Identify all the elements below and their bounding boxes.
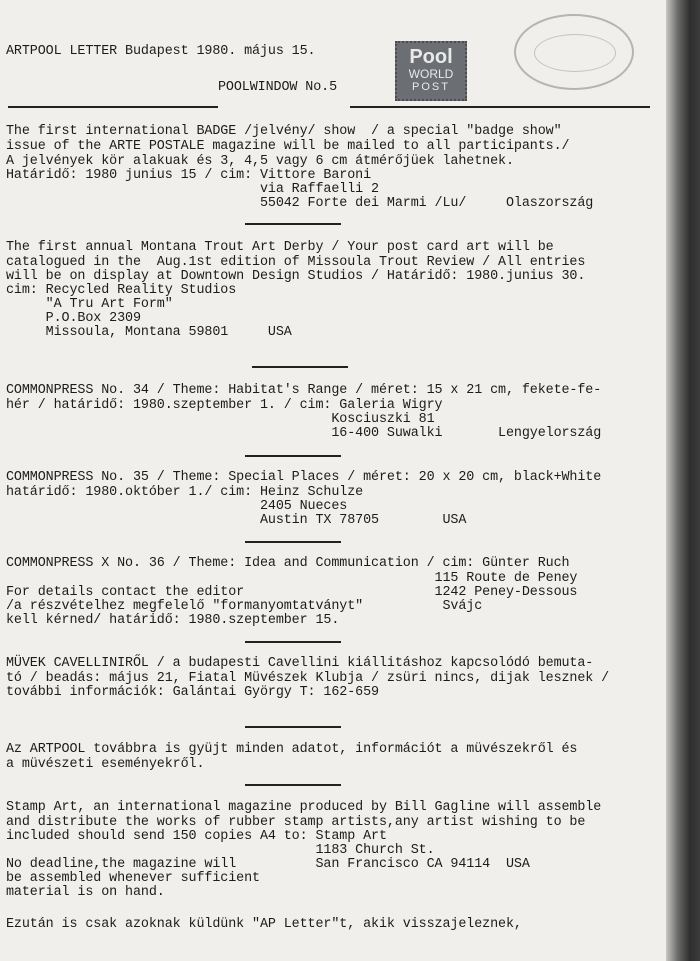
text-line: 115 Route de Peney <box>6 571 578 586</box>
text-line: The first international BADGE /jelvény/ show / a special "badge show" <box>6 124 562 139</box>
text-line: Austin TX 78705 USA <box>6 513 467 528</box>
letter-title: ARTPOOL LETTER Budapest 1980. május 15. <box>6 44 316 59</box>
text-line: For details contact the editor 1242 Peney-Dessous <box>6 585 578 600</box>
text-line: kell kérned/ határidő: 1980.szeptember 15. <box>6 613 340 628</box>
divider <box>252 366 348 368</box>
text-line: "A Tru Art Form" <box>6 297 173 312</box>
stamp-line-1: Pool <box>409 46 453 68</box>
text-line: The first annual Montana Trout Art Derby / Your post card art will be <box>6 240 554 255</box>
text-line: 1183 Church St. <box>6 843 435 858</box>
text-line: COMMONPRESS No. 34 / Theme: Habitat's Range / méret: 15 x 21 cm, fekete-fe- <box>6 383 602 398</box>
text-line: 55042 Forte dei Marmi /Lu/ Olaszország <box>6 196 594 211</box>
text-line: MÜVEK CAVELLINIRŐL / a budapesti Cavellini kiállitáshoz kapcsolódó bemuta- <box>6 656 594 671</box>
text-line: be assembled whenever sufficient <box>6 871 260 886</box>
faded-postmark <box>514 14 634 90</box>
text-line: material is on hand. <box>6 885 165 900</box>
text-line: A jelvények kör alakuak és 3, 4,5 vagy 6 cm átmérőjüek lahetnek. <box>6 154 514 169</box>
scan-shadow-edge <box>666 0 700 961</box>
stamp-line-2: WORLD <box>408 67 454 81</box>
text-line: COMMONPRESS X No. 36 / Theme: Idea and Communication / cim: Günter Ruch <box>6 556 570 571</box>
pool-world-post-stamp <box>395 41 467 101</box>
text-line: 16-400 Suwalki Lengyelország <box>6 426 602 441</box>
text-line: catalogued in the Aug.1st edition of Missoula Trout Review / All entries <box>6 255 586 270</box>
text-line: No deadline,the magazine will San Francisco CA 94114 USA <box>6 857 530 872</box>
stamp-line-3: POST <box>412 81 450 93</box>
text-line: további információk: Galántai György T: 162-659 <box>6 685 379 700</box>
text-line: hér / határidő: 1980.szeptember 1. / cim: Galeria Wigry <box>6 398 443 413</box>
divider <box>350 106 650 108</box>
divider <box>245 641 341 643</box>
text-line: Missoula, Montana 59801 USA <box>6 325 292 340</box>
divider <box>8 106 218 108</box>
letter-subtitle: POOLWINDOW No.5 <box>218 80 338 95</box>
divider <box>245 541 341 543</box>
divider <box>245 455 341 457</box>
text-line: Ezután is csak azoknak küldünk "AP Letter"t, akik visszajeleznek, <box>6 917 522 932</box>
text-line: COMMONPRESS No. 35 / Theme: Special Places / méret: 20 x 20 cm, black+White <box>6 470 602 485</box>
divider <box>245 223 341 225</box>
text-line: Határidő: 1980 junius 15 / cim: Vittore Baroni <box>6 168 372 183</box>
text-line: via Raffaelli 2 <box>6 182 379 197</box>
text-line: tó / beadás: május 21, Fiatal Müvészek Klubja / zsüri nincs, dijak lesznek / <box>6 671 610 686</box>
text-line: will be on display at Downtown Design Studios / Határidő: 1980.junius 30. <box>6 269 586 284</box>
text-line: Az ARTPOOL továbbra is gyüjt minden adatot, információt a müvészekről és <box>6 742 578 757</box>
text-line: cim: Recycled Reality Studios <box>6 283 237 298</box>
divider <box>245 726 341 728</box>
text-line: included should send 150 copies A4 to: Stamp Art <box>6 829 387 844</box>
text-line: and distribute the works of rubber stamp artists,any artist wishing to be <box>6 815 586 830</box>
text-line: Kosciuszki 81 <box>6 412 435 427</box>
text-line: a müvészeti eseményekről. <box>6 757 205 772</box>
text-line: /a részvételhez megfelelő "formanyomtatványt" Svájc <box>6 599 483 614</box>
text-line: határidő: 1980.október 1./ cim: Heinz Schulze <box>6 485 364 500</box>
text-line: Stamp Art, an international magazine produced by Bill Gagline will assemble <box>6 800 602 815</box>
text-line: P.O.Box 2309 <box>6 311 141 326</box>
text-line: 2405 Nueces <box>6 499 348 514</box>
divider <box>245 784 341 786</box>
text-line: issue of the ARTE POSTALE magazine will be mailed to all participants./ <box>6 139 570 154</box>
